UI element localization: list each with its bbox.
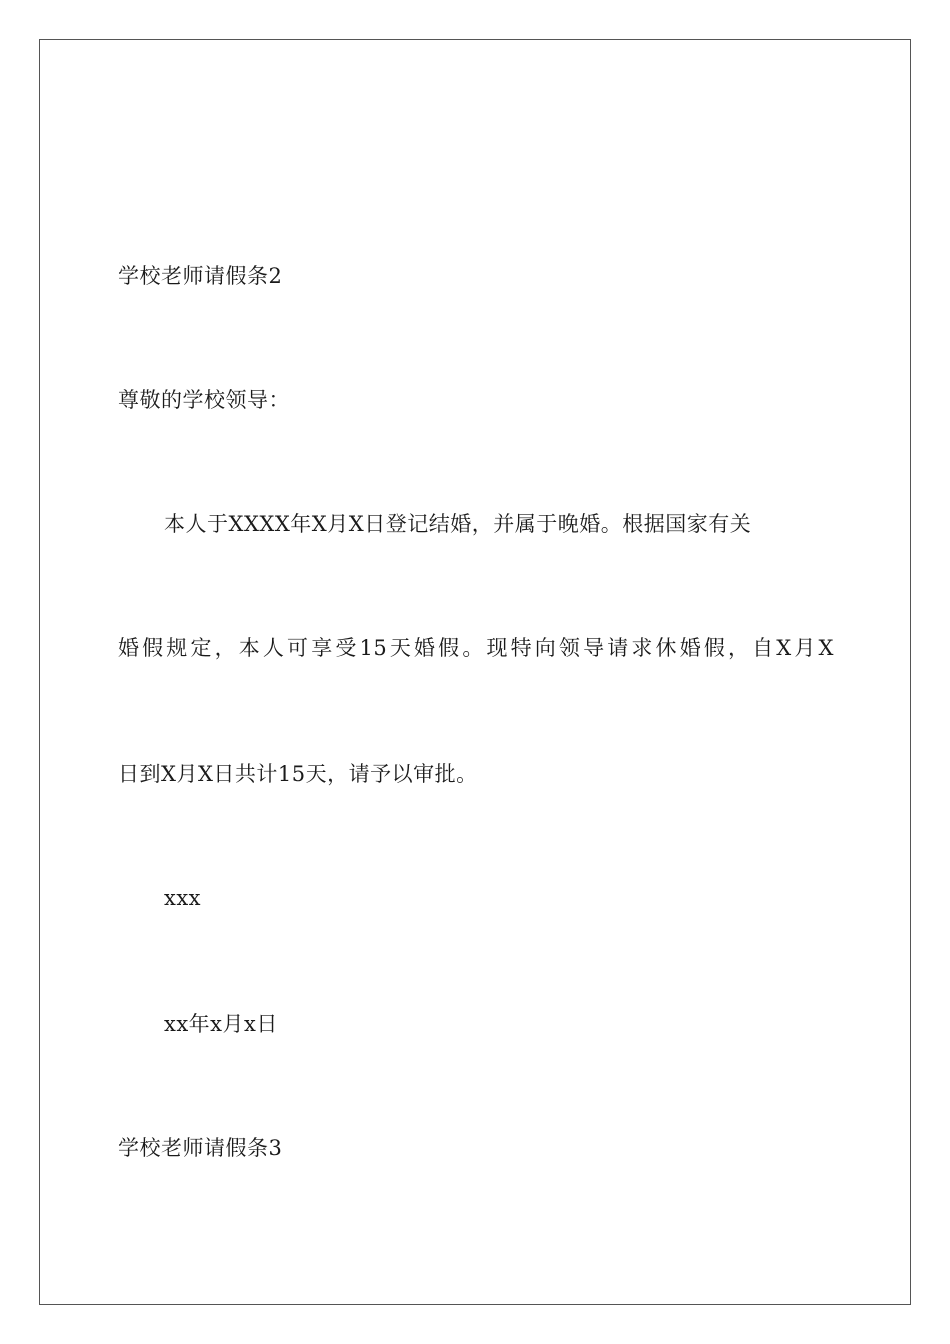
signature-date: xx年x月x日 [164, 1012, 278, 1036]
page-frame [39, 39, 911, 1305]
signature-name: xxx [164, 886, 202, 910]
body-line-3: 日到X月X日共计15天，请予以审批。 [118, 762, 478, 786]
heading-leave-note-3: 学校老师请假条3 [118, 1136, 283, 1160]
salutation: 尊敬的学校领导： [118, 388, 290, 412]
body-line-1: 本人于XXXX年X月X日登记结婚，并属于晚婚。根据国家有关 [164, 512, 752, 536]
body-line-2: 婚假规定，本人可享受15天婚假。现特向领导请求休婚假，自X月X [118, 636, 834, 660]
heading-leave-note-2: 学校老师请假条2 [118, 264, 283, 288]
